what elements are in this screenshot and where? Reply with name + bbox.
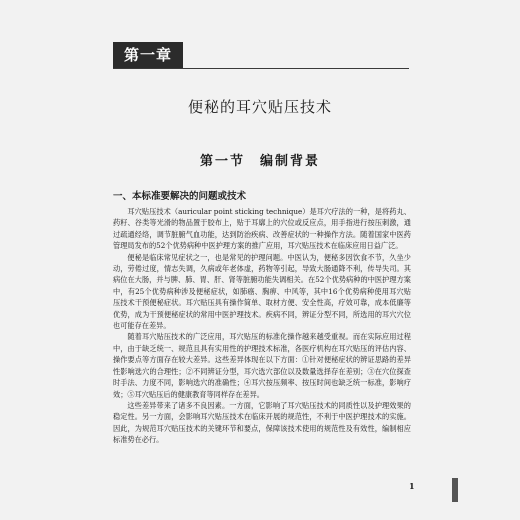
chapter-rule (113, 68, 409, 69)
corner-mark (452, 478, 458, 502)
page-number: 1 (409, 481, 415, 491)
paragraph: 随着耳穴贴压技术的广泛应用，耳穴贴压的标准化操作越来越受重视。而在实际应用过程中，由于缺乏统一、规范且具有实用性的护理技术标准，各医疗机构在耳穴贴压的评估内容、操作要点等方面存在较大差异。这些差异体现在以下方面：①针对便秘症状的辨证思路的差异性影响选穴的合理性；②不同辨证分型，耳穴选穴部位以及数量选择存在差别；③在穴位探查时手法、力度不同，影响选穴的准确性；④耳穴按压频率、按压时间也缺乏统一标准，影响疗效；⑤耳穴贴压后的健康教育等同样存在差异。 (113, 332, 411, 399)
paragraph: 便秘是临床常见症状之一，也是常见的护理问题。中医认为，便秘多因饮食不节，久坐少动，劳倦过度，情志失调，久病或年老体虚，药物等引起，导致大肠通降不利，传导失司。其病位在大肠，并与脾、肺、胃、肝、肾等脏腑功能失调相关。在52个优势病种的中医护理方案中，有25个优势病种涉及便秘症状，如肺癌、胸痹、中风等，其中16个优势病种使用耳穴贴压技术干预便秘症状。耳穴贴压具有操作简单、取材方便、安全性高，疗效可靠，成本低廉等优势，成为干预便秘症状的常用中医护理技术。疾病不同，辨证分型不同，所选用的耳穴穴位也可能存在差异。 (113, 252, 411, 331)
body-text (113, 206, 411, 446)
chapter-label: 第一章 (113, 42, 183, 68)
paragraph: 这些差异带来了诸多不良因素。一方面，它影响了耳穴贴压技术的同质性以及护理效果的稳定性。另一方面，会影响耳穴贴压技术在临床开展的规范性，不利于中医护理技术的实施。因此，为规范耳穴贴压技术的关键环节和要点，保障该技术使用的规范性及有效性，编制相应标准势在必行。 (113, 400, 411, 445)
section-title: 第一节 编制背景 (199, 154, 320, 169)
paragraph: 耳穴贴压技术（auricular point sticking technique）是耳穴疗法的一种，是将药丸、药籽、谷类等光滑的物品置于胶布上，贴于耳廓上的穴位或反应点，用手指进行按压刺激，通过疏通经络，调节脏腑气血功能，达到防治疾病、改善症状的一种操作方法。随着国家中医药管理局发布的52个优势病种中医护理方案的推广应用，耳穴贴压技术在临床应用日益广泛。 (113, 207, 411, 251)
page-title: 便秘的耳穴贴压技术 (187, 98, 332, 116)
subheading: 一、本标准要解决的问题或技术 (113, 191, 247, 202)
